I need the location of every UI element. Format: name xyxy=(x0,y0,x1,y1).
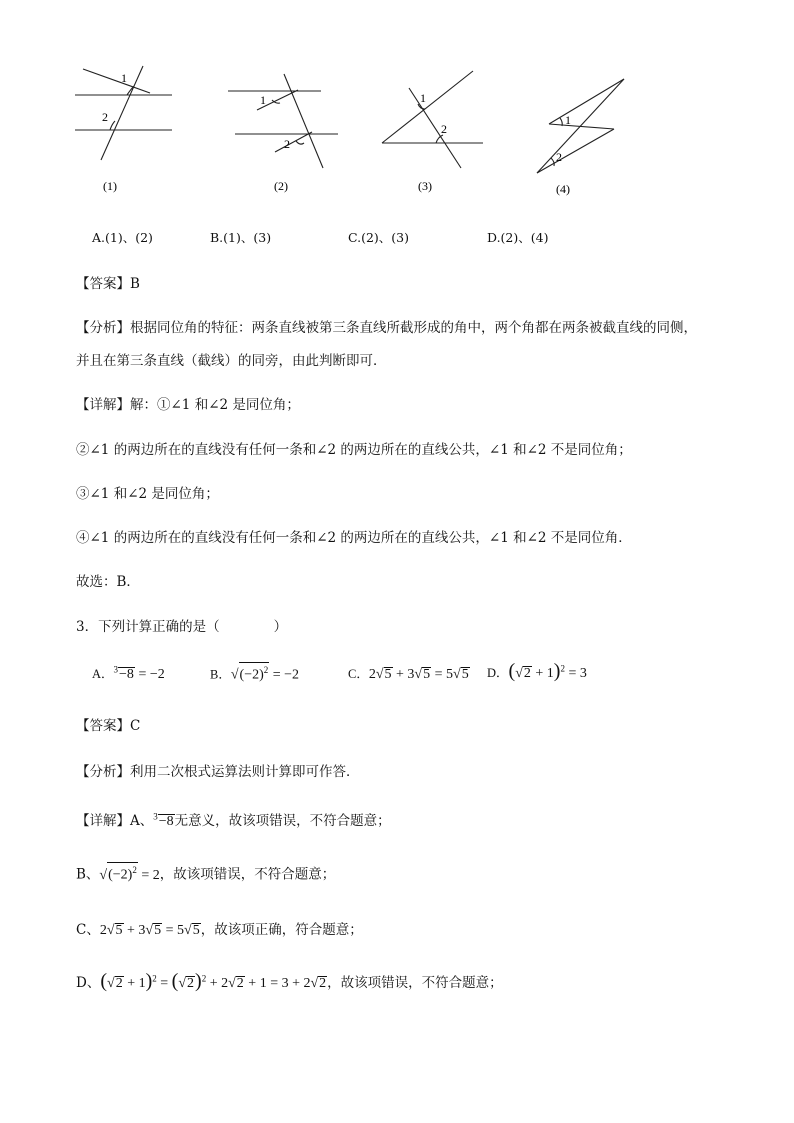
fig4-label: (4) xyxy=(556,182,570,196)
figure-4 xyxy=(537,79,624,173)
q3-analysis: 【分析】利用二次根式运算法则计算即可作答． xyxy=(76,764,360,780)
q2-detail-4: ④∠1 的两边所在的直线没有任何一条和∠2 的两边所在的直线公共，∠1 和∠2 不是同位角． xyxy=(76,530,632,546)
q2-analysis-line1: 【分析】根据同位角的特征：两条直线被第三条直线所截形成的角中，两个角都在两条被截直线的同侧， xyxy=(76,320,697,336)
fig4-angle1-label: 1 xyxy=(565,113,571,127)
q3-option-c: C．2√5 + 3√5 = 5√5 xyxy=(348,667,469,682)
q2-analysis-line2: 并且在第三条直线（截线）的同旁，由此判断即可． xyxy=(76,353,387,369)
q2-conclusion: 故选：B． xyxy=(76,574,140,590)
figure-3 xyxy=(382,71,483,168)
fig4-angle2-label: 2 xyxy=(556,150,562,164)
q2-answer: 【答案】B xyxy=(76,276,140,292)
q3-option-b: B．$√(-2)^2 = -2$ xyxy=(210,662,299,684)
q3-answer: 【答案】C xyxy=(76,718,141,734)
q3-detail-a: 【详解】A、$^3$−8无意义，故该项错误，不符合题意； xyxy=(76,811,391,829)
q2-detail-3: ③∠1 和∠2 是同位角； xyxy=(76,486,219,502)
fig2-angle1-label: 1 xyxy=(260,93,266,107)
q3-detail-b: B、$√(-2)^2 = 2$，故该项错误，不符合题意； xyxy=(76,862,335,884)
q3-detail-d: D、$(√2 + 1)^2 = (√2)^2 + 2√2 + 1 = 3 + 2√2$，故该项错误，不符合题意； xyxy=(76,970,503,992)
option-b: B.(1)、(3) xyxy=(210,230,272,245)
option-a: A.(1)、(2) xyxy=(92,230,153,245)
fig3-label: (3) xyxy=(418,179,432,193)
q3-option-a: A．$^3$−8 = −2 xyxy=(92,664,165,682)
fig2-angle2-label: 2 xyxy=(284,137,290,151)
q3-detail-c: C、2√5 + 3√5 = 5√5，故该项正确，符合题意； xyxy=(76,922,363,938)
figure-2 xyxy=(228,74,338,168)
option-d: D.(2)、(4) xyxy=(487,230,549,245)
fig3-angle2-label: 2 xyxy=(441,122,447,136)
option-c: C.(2)、(3) xyxy=(348,230,410,245)
fig2-label: (2) xyxy=(274,179,288,193)
fig1-angle1-label: 1 xyxy=(121,71,127,85)
q3-option-d: D．$(√2 + 1)^2 = 3$ xyxy=(487,660,587,682)
fig3-angle1-label: 1 xyxy=(420,91,426,105)
fig1-angle2-label: 2 xyxy=(102,110,108,124)
q2-detail-2: ②∠1 的两边所在的直线没有任何一条和∠2 的两边所在的直线公共，∠1 和∠2 不是同位角； xyxy=(76,442,632,458)
q2-detail-1: 【详解】解：①∠1 和∠2 是同位角； xyxy=(76,397,300,413)
fig1-label: (1) xyxy=(103,179,117,193)
angle-figures xyxy=(0,50,794,210)
q3-stem: 3．下列计算正确的是（ ） xyxy=(76,619,288,635)
